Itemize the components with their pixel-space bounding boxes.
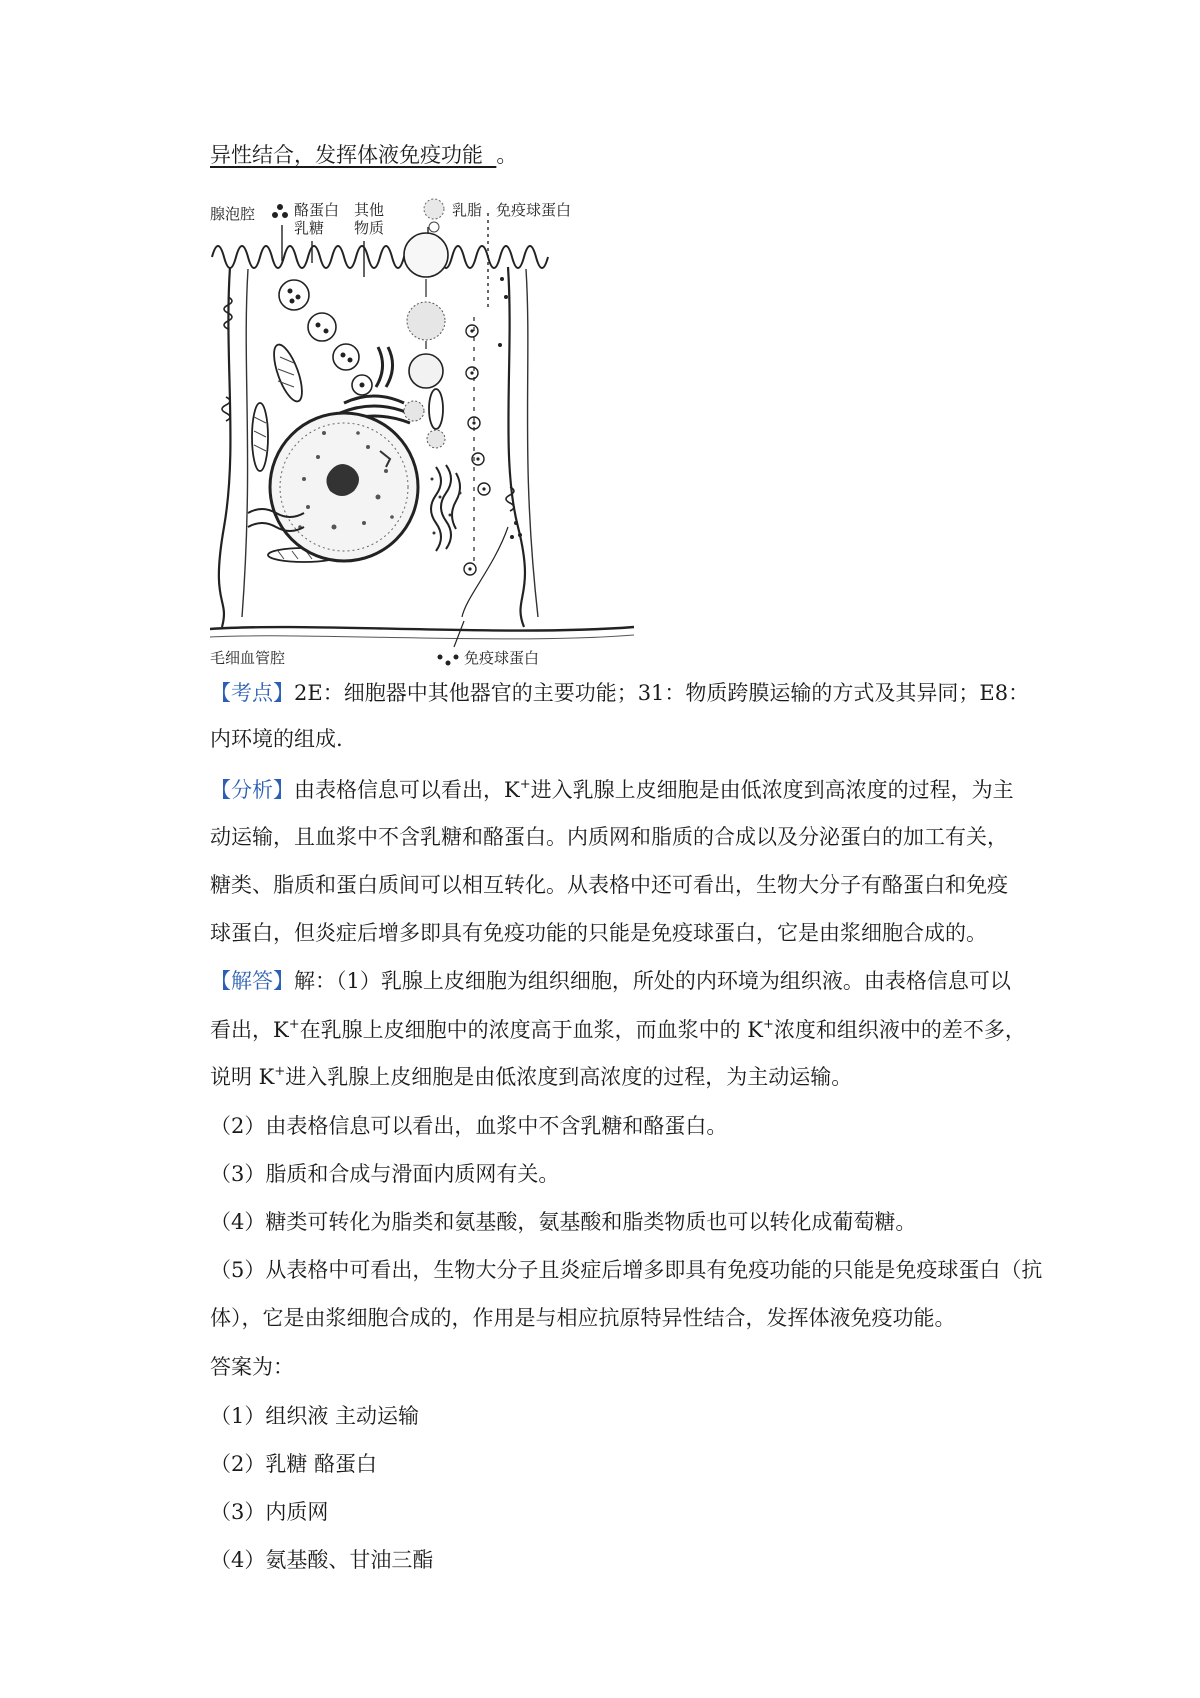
label-other-1: 其他 — [354, 201, 385, 219]
right-inner-membrane — [526, 269, 538, 617]
label-ig-bottom: 免疫球蛋白 — [464, 649, 540, 667]
kaodian-tag: 【考点】 — [210, 681, 294, 705]
jieda-text: 进入乳腺上皮细胞是由低浓度到高浓度的过程，为主动运输。 — [285, 1065, 853, 1089]
answer-2: （2）乳糖 酪蛋白 — [210, 1452, 378, 1476]
superscript-plus: + — [288, 1017, 300, 1032]
lipid-droplet — [404, 233, 448, 277]
kaodian-line-2: 内环境的组成. — [210, 727, 343, 751]
jieda-text: 解：（1）乳腺上皮细胞为组织细胞，所处的内环境为组织液。由表格信息可以 — [294, 969, 1011, 993]
fat-droplet-small — [429, 222, 439, 232]
label-capillary: 毛细血管腔 — [210, 649, 286, 667]
ig-vesicles — [464, 325, 490, 575]
golgi-apparatus — [344, 396, 404, 403]
superscript-plus: + — [519, 777, 531, 792]
fenxi-line-3: 糖类、脂质和蛋白质间可以相互转化。从表格中还可看出，生物大分子有酪蛋白和免疫 — [210, 873, 1008, 897]
fenxi-line-1 — [210, 775, 1014, 805]
jieda-text: 浓度和组织液中的差不多， — [773, 1018, 1026, 1042]
jieda-line-8: 体），它是由浆细胞合成的，作用是与相应抗原特异性结合，发挥体液免疫功能。 — [210, 1306, 956, 1330]
label-lactose: 乳糖 — [294, 219, 325, 237]
kaodian-text-1: 2E：细胞器中其他器官的主要功能；31：物质跨膜运输的方式及其异同；E8： — [294, 681, 1030, 705]
jieda-line-4: （2）由表格信息可以看出，血浆中不含乳糖和酪蛋白。 — [210, 1114, 728, 1138]
answer-3: （3）内质网 — [210, 1500, 329, 1524]
superscript-plus: + — [762, 1017, 774, 1032]
answer-4: （4）氨基酸、甘油三酯 — [210, 1548, 434, 1572]
fenxi-text: 进入乳腺上皮细胞是由低浓度到高浓度的过程，为主 — [530, 778, 1014, 802]
top-line-end: 。 — [496, 143, 518, 167]
lipid-droplet — [409, 354, 443, 388]
jieda-line-5: （3）脂质和合成与滑面内质网有关。 — [210, 1162, 560, 1186]
lipid-droplet — [404, 401, 424, 421]
top-line-blank — [483, 143, 496, 167]
jieda-line-2 — [210, 1015, 1026, 1045]
secretory-vesicle — [279, 280, 309, 310]
right-cell-membrane — [508, 267, 525, 627]
jieda-line-1 — [210, 966, 1011, 996]
mammary-cell-diagram — [208, 197, 636, 667]
fenxi-tag: 【分析】 — [210, 778, 294, 802]
mitochondrion — [268, 341, 307, 404]
jieda-line-7: （5）从表格中可看出，生物大分子且炎症后增多即具有免疫功能的只能是免疫球蛋白（抗 — [210, 1258, 1043, 1282]
jieda-line-6: （4）糖类可转化为脂类和氨基酸，氨基酸和脂类物质也可以转化成葡萄糖。 — [210, 1210, 917, 1234]
jieda-text: 在乳腺上皮细胞中的浓度高于血浆，而血浆中的 K — [299, 1018, 763, 1042]
label-other-2: 物质 — [354, 219, 385, 237]
jieda-text: 说明 K — [210, 1065, 275, 1089]
answer-1: （1）组织液 主动运输 — [210, 1404, 420, 1428]
basement-membrane-inner — [210, 635, 634, 639]
secretory-vesicle — [333, 344, 359, 370]
mitochondrion — [429, 389, 443, 429]
rough-er — [431, 465, 462, 551]
left-inner-membrane — [242, 269, 248, 617]
fenxi-line-4: 球蛋白，但炎症后增多即具有免疫功能的只能是免疫球蛋白，它是由浆细胞合成的。 — [210, 921, 987, 945]
label-fat: 乳脂 — [452, 201, 483, 219]
top-line-underlined: 异性结合，发挥体液免疫功能 — [210, 143, 483, 167]
label-ig-top: 免疫球蛋白 — [496, 201, 572, 219]
label-lumen: 腺泡腔 — [210, 205, 256, 223]
superscript-plus: + — [274, 1064, 286, 1079]
top-line — [210, 140, 517, 170]
secretory-vesicle — [308, 313, 336, 341]
jieda-text: 看出，K — [210, 1018, 289, 1042]
lipid-droplet — [427, 430, 445, 448]
fat-droplet-icon — [424, 199, 444, 219]
fenxi-text: 由表格信息可以看出，K — [294, 778, 520, 802]
apical-microvilli — [212, 246, 548, 268]
fenxi-line-2: 动运输，且血浆中不含乳糖和酪蛋白。内质网和脂质的合成以及分泌蛋白的加工有关， — [210, 825, 1008, 849]
lipid-droplet — [407, 302, 445, 340]
mitochondrion — [252, 403, 268, 471]
cell-diagram-svg — [208, 197, 636, 667]
desmosome — [222, 397, 230, 421]
label-casein: 酪蛋白 — [294, 201, 340, 219]
casein-dot — [272, 212, 278, 218]
kaodian-line-1 — [210, 678, 1029, 708]
casein-dot — [277, 204, 283, 210]
jieda-tag: 【解答】 — [210, 969, 294, 993]
basement-membrane — [210, 627, 634, 631]
ig-icon — [438, 655, 443, 660]
jieda-line-3 — [210, 1062, 852, 1092]
casein-dot — [282, 212, 288, 218]
answers-heading: 答案为： — [210, 1355, 294, 1379]
